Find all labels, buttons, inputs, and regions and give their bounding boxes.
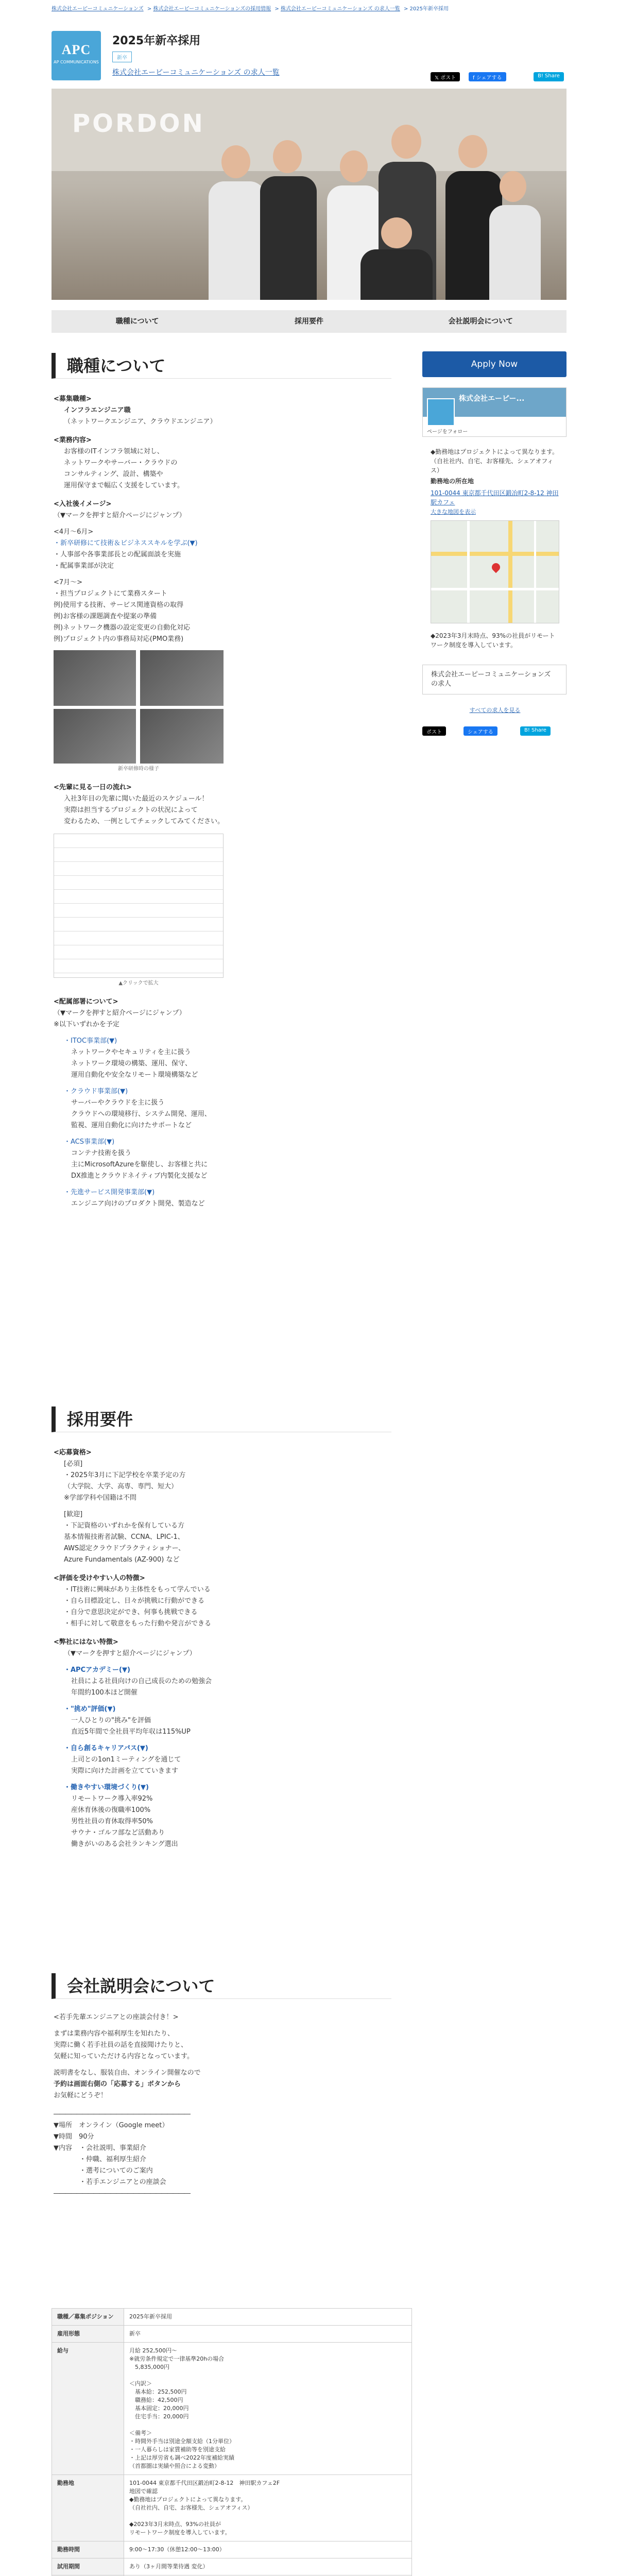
apr-line: ・配属事業部が決定 bbox=[54, 562, 114, 570]
row-key: 試用期間 bbox=[52, 2558, 124, 2575]
dept-desc: ネットワークやセキュリティを主に扱う bbox=[71, 1048, 191, 1056]
note-line: ◆勤務地はプロジェクトによって異なります。 bbox=[431, 448, 559, 455]
share-x-button[interactable]: ポスト bbox=[422, 726, 446, 736]
content-line: お客様のITインフラ領域に対し、 bbox=[64, 448, 164, 455]
facebook-page-icon bbox=[427, 398, 455, 426]
all-jobs-link[interactable]: すべての求人を見る bbox=[469, 707, 521, 714]
seminar-line: 予約は画面右側の「応募する」ボタンから bbox=[54, 2080, 181, 2088]
row-key: 給与 bbox=[52, 2343, 124, 2475]
seminar-line: お気軽にどうぞ！ bbox=[54, 2092, 108, 2099]
feature-desc: 社員による社員向けの自己成長のための勉強会 bbox=[71, 1677, 212, 1685]
feature-desc: 直近5年間で全社員平均年収は115%UP bbox=[71, 1728, 191, 1736]
share-hatena-label: B! Share bbox=[538, 73, 560, 79]
row-value: あり（3ヶ月間等業待遇 変化） bbox=[124, 2558, 412, 2575]
apply-button[interactable]: Apply Now bbox=[422, 351, 566, 377]
breadcrumb-link[interactable]: 株式会社エーピーコミュニケーションズ bbox=[52, 6, 144, 12]
remote-note bbox=[431, 631, 559, 650]
row-value: 9:00〜17:30（休憩12:00〜13:00） bbox=[124, 2541, 412, 2558]
apply-label: <応募資格> bbox=[54, 1449, 92, 1456]
facebook-page-name[interactable]: 株式会社エーピー... bbox=[459, 395, 525, 403]
section-heading-seminar: 会社説明会について bbox=[52, 1973, 391, 1999]
seminar-time: ▼時間 90分 bbox=[54, 2133, 94, 2141]
jul-line: 例)使用する技術、サービス関連資格の取得 bbox=[54, 601, 184, 609]
feature-name[interactable]: ・働きやすい環境づくり(▼) bbox=[64, 1784, 149, 1791]
dept-name[interactable]: ・先進サービス開発事業部(▼) bbox=[64, 1189, 155, 1196]
seminar-content-list bbox=[72, 2143, 166, 2188]
row-value: 2025年新卒採用 bbox=[124, 2309, 412, 2326]
feature-desc: 実際に向けた計画を立てていきます bbox=[71, 1767, 179, 1775]
row-key: 勤務時間 bbox=[52, 2541, 124, 2558]
company-jobs-box[interactable]: 株式会社エーピーコミュニケーションズ の求人 bbox=[422, 665, 566, 694]
role-name: インフラエンジニア職 bbox=[64, 406, 131, 414]
eval-line: ・IT技術に興味があり主体性をもって学んでいる bbox=[64, 1586, 211, 1594]
dept-desc: 運用自動化や安全なリモート環境構築など bbox=[71, 1071, 198, 1079]
seminar-line: まずは業務内容や福利厚生を知れたり、 bbox=[54, 2030, 175, 2038]
seminar-section bbox=[54, 2012, 393, 2199]
person-head bbox=[391, 125, 421, 159]
facebook-widget bbox=[422, 387, 566, 437]
company-logo[interactable] bbox=[52, 31, 101, 80]
dept-label: <配属部署について> bbox=[54, 998, 118, 1006]
table-row bbox=[52, 2475, 412, 2541]
map-road bbox=[431, 552, 559, 556]
apr-line[interactable]: ・新卒研修にて技術＆ビジネススキルを学ぶ(▼) bbox=[54, 539, 198, 547]
page-title: 2025年新卒採用 bbox=[112, 35, 201, 47]
facebook-follow-button[interactable]: ページをフォロー bbox=[427, 429, 468, 435]
seminar-content bbox=[54, 2143, 393, 2188]
eval-label: <評価を受けやすい人の特徴> bbox=[54, 1574, 145, 1582]
feature-desc: 年間約100本ほど開催 bbox=[71, 1689, 138, 1697]
content-line: 運用保守まで幅広く支援をしています。 bbox=[64, 482, 184, 489]
person-body bbox=[260, 176, 317, 300]
x-icon: 𝕏 bbox=[435, 75, 441, 81]
page-tabs bbox=[52, 310, 566, 333]
jul-line: ・担当プロジェクトにて業務スタート bbox=[54, 590, 167, 598]
image-label: <入社後イメージ> bbox=[54, 500, 112, 508]
location-label: 勤務地の所在地 bbox=[431, 478, 474, 485]
dept-desc: コンテナ技術を扱う bbox=[71, 1149, 132, 1157]
dept-desc: 主にMicrosoftAzureを駆使し、お客様と共に bbox=[71, 1161, 208, 1168]
seminar-line: 気軽に知っていただける内容となっています。 bbox=[54, 2053, 194, 2060]
person-head bbox=[273, 140, 302, 173]
dept-desc: エンジニア向けのプロダクト開発、製造など bbox=[71, 1200, 205, 1208]
location-map[interactable] bbox=[431, 520, 559, 623]
must-label: [必須] bbox=[64, 1460, 83, 1468]
schedule-table-image[interactable] bbox=[54, 834, 224, 978]
content-line: ネットワークやサーバー・クラウドの bbox=[64, 459, 178, 467]
person-body bbox=[360, 249, 433, 300]
breadcrumb-current: 2025年新卒採用 bbox=[409, 6, 449, 12]
day-line: 入社3年目の先輩に聞いた最近のスケジュール！ bbox=[64, 795, 209, 803]
share-facebook-label: シェアする bbox=[476, 75, 502, 81]
row-key: 職種／募集ポジション bbox=[52, 2309, 124, 2326]
share-facebook-button[interactable] bbox=[469, 72, 506, 81]
want-line: 基本情報技術者試験、CCNA、LPIC-1、 bbox=[64, 1533, 184, 1541]
person-head bbox=[340, 150, 368, 182]
eval-line: ・相手に対して敬意をもった行動や発言ができる bbox=[64, 1620, 212, 1628]
eval-line: ・自分で意思決定ができ、何事も挑戦できる bbox=[64, 1608, 198, 1616]
feature-desc: リモートワーク導入率92% bbox=[71, 1795, 153, 1803]
jul-line: 例)ネットワーク機器の設定変更の自動化対応 bbox=[54, 624, 191, 632]
photo-caption: 新卒研修時の様子 bbox=[118, 766, 159, 772]
company-jobs-link[interactable]: 株式会社エーピーコミュニケーションズ の求人一覧 bbox=[112, 69, 280, 77]
tab-requirements[interactable]: 採用要件 bbox=[294, 317, 323, 326]
training-photos[interactable] bbox=[54, 650, 224, 764]
training-photo bbox=[140, 709, 224, 764]
person-head bbox=[458, 135, 487, 168]
map-road bbox=[508, 521, 512, 623]
breadcrumb-link[interactable]: 株式会社エーピーコミュニケーションズの採用情報 bbox=[153, 6, 271, 12]
day-line: 実際は担当するプロジェクトの状況によって bbox=[64, 806, 198, 814]
feature-name[interactable]: ・"挑め"評価(▼) bbox=[64, 1705, 116, 1713]
divider: ―――――――――――――――――――――――― bbox=[54, 2110, 190, 2118]
role-label: <募集職種> bbox=[54, 395, 92, 403]
table-row bbox=[52, 2343, 412, 2475]
note-line: ◆2023年3月末時点、93%の社員がリモートワーク制度を導入しています。 bbox=[431, 632, 555, 649]
breadcrumb-link[interactable]: 株式会社エーピーコミュニケーションズ の求人一覧 bbox=[280, 6, 400, 12]
map-road bbox=[467, 521, 470, 623]
feature-desc: 産休育休後の復職率100% bbox=[71, 1806, 151, 1814]
eval-line: ・自ら目標設定し、日々が挑戦に行動ができる bbox=[64, 1597, 205, 1605]
dept-name[interactable]: ・ACS事業部(▼) bbox=[64, 1138, 115, 1146]
map-road bbox=[534, 521, 536, 623]
row-value: 101-0044 東京都千代田区鍛冶町2-8-12 神田駅カフェ2F 地図で確認 ◆勤務地はプロジェクトによって異なります。 （自社社内、自宅、お客様先、シェアオフィス） ◆2023年3月末時点、93%の社員が リモートワーク制度を導入しています。 bbox=[124, 2475, 412, 2541]
row-key: 勤務地 bbox=[52, 2475, 124, 2541]
person-head bbox=[221, 145, 250, 178]
share-facebook-button[interactable]: シェアする bbox=[464, 726, 497, 736]
seminar-content-label: ▼内容 bbox=[54, 2144, 72, 2152]
requirements-section bbox=[54, 1440, 393, 1850]
job-section bbox=[54, 386, 393, 1210]
table-row bbox=[52, 2558, 412, 2575]
share-hatena-button[interactable]: B! Share bbox=[520, 726, 551, 736]
day-line: 変わるため、一例としてチェックしてみてください。 bbox=[64, 818, 225, 825]
dept-desc: 監視、運用自動化に向けたサポートなど bbox=[71, 1122, 192, 1129]
dept-desc: クラウドへの環境移行、システム開発、運用、 bbox=[71, 1110, 211, 1118]
training-photo bbox=[140, 650, 224, 706]
hero-photo bbox=[52, 89, 566, 300]
jump-note: （▼マークを押すと紹介ページにジャンプ） bbox=[54, 1009, 186, 1017]
jump-note: （▼マークを押すと紹介ページにジャンプ） bbox=[64, 1650, 196, 1657]
feature-name[interactable]: ・自ら創るキャリアパス(▼) bbox=[64, 1744, 148, 1752]
share-x-label: ポスト bbox=[440, 75, 456, 81]
employment-tag: 新卒 bbox=[112, 52, 132, 62]
logo-text: APC bbox=[61, 42, 91, 57]
apr-label: <4月〜6月> bbox=[54, 528, 94, 536]
table-row bbox=[52, 2326, 412, 2343]
dept-desc: サーバーやクラウドを主に扱う bbox=[71, 1099, 165, 1107]
row-value: 月給 252,500円〜 ※就労条件規定で一律基準20hの場合 5,835,000円 ＜内訳＞ 基本給：252,500円 職務給：42,500円 基本固定：20,000円 住宅手当：20,000円 ＜備考＞ ・時間外手当は別途全額支給（1分単位） ・一人暮らしは家賃補助等を別途支給 ・上記は厚労省も調べ2022年度補給実績 （首都圏は実績や照合による変動） bbox=[124, 2343, 412, 2475]
seminar-content-item: ・会社説明、事業紹介 bbox=[79, 2144, 147, 2152]
person-head bbox=[500, 171, 526, 202]
person-head bbox=[381, 217, 412, 248]
training-photo bbox=[54, 709, 136, 764]
want-line: ・下記資格のいずれかを保有している方 bbox=[64, 1522, 185, 1530]
dept-note: ※以下いずれかを予定 bbox=[54, 1021, 119, 1028]
seminar-place: ▼場所 オンライン（Google meet） bbox=[54, 2122, 169, 2129]
tab-seminar[interactable]: 会社説明会について bbox=[448, 317, 513, 326]
content-label: <業務内容> bbox=[54, 436, 92, 444]
facebook-icon: f bbox=[473, 75, 476, 81]
jul-line: 例)プロジェクト内の事務局対応(PMO業務) bbox=[54, 635, 184, 643]
role-sub: （ネットワークエンジニア、クラウドエンジニア） bbox=[64, 418, 217, 426]
dept-desc: ネットワーク環境の構築、運用、保守、 bbox=[71, 1060, 192, 1067]
hero-sign: PORDON bbox=[72, 109, 205, 138]
map-pin-icon bbox=[490, 562, 502, 573]
section-heading-requirements: 採用要件 bbox=[52, 1406, 391, 1432]
jump-note: （▼マークを押すと紹介ページにジャンプ） bbox=[54, 512, 186, 519]
seminar-intro-label: <若手先輩エンジニアとの座談会付き！> bbox=[54, 2013, 179, 2021]
seminar-content-item: ・若手エンジニアとの座談会 bbox=[79, 2178, 166, 2186]
seminar-content-item: ・仲職、福利厚生紹介 bbox=[79, 2156, 147, 2163]
must-line: ・2025年3月に下記学校を卒業予定の方 bbox=[64, 1471, 186, 1479]
address-link[interactable]: 101-0044 東京都千代田区鍛冶町2-8-12 神田駅カフェ bbox=[431, 489, 559, 506]
map-road bbox=[431, 588, 559, 590]
table-caption: ▲クリックで拡大 bbox=[118, 980, 159, 986]
person-body bbox=[209, 181, 265, 300]
must-line: ※学部学科や国籍は不問 bbox=[64, 1494, 136, 1502]
jul-label: <7月〜> bbox=[54, 579, 83, 586]
logo-subtext: AP COMMUNICATIONS bbox=[54, 60, 99, 64]
share-hatena-button[interactable] bbox=[534, 72, 564, 81]
seminar-line: 説明書をなし、服装自由、オンライン開催なので bbox=[54, 2069, 201, 2077]
row-key: 雇用形態 bbox=[52, 2326, 124, 2343]
dept-desc: DX推進とクラウドネイティブ内製化支援など bbox=[71, 1172, 208, 1180]
tab-job[interactable]: 職種について bbox=[115, 317, 159, 326]
dept-name[interactable]: ・ITOC事業部(▼) bbox=[64, 1037, 117, 1045]
want-line: Azure Fundamentals (AZ-900) など bbox=[64, 1556, 180, 1564]
feature-desc: サウナ・ゴルフ部など活動あり bbox=[71, 1829, 165, 1837]
seminar-line: 実際に働く若手社員の話を直接聞けたりと、 bbox=[54, 2041, 188, 2049]
row-value: 新卒 bbox=[124, 2326, 412, 2343]
breadcrumb: 株式会社エーピーコミュニケーションズ > 株式会社エーピーコミュニケーションズの採用情報 > 株式会社エーピーコミュニケーションズ の求人一覧 > 2025年新卒採用 bbox=[52, 6, 449, 12]
training-photo bbox=[54, 650, 136, 706]
map-link[interactable]: 大きな地図を表示 bbox=[431, 509, 476, 515]
must-line: （大学院、大学、高専、専門、短大） bbox=[64, 1483, 178, 1490]
seminar-content-item: ・選考についてのご案内 bbox=[79, 2167, 153, 2175]
content-line: コンサルティング、設計、構築や bbox=[64, 470, 163, 478]
divider: ―――――――――――――――――――――――― bbox=[54, 2190, 190, 2197]
feature-desc: 男性社員の育休取得率50% bbox=[71, 1818, 153, 1825]
feature-name[interactable]: ・APCアカデミー(▼) bbox=[64, 1666, 130, 1674]
job-info-table bbox=[52, 2308, 412, 2576]
feature-desc: 上司との1on1ミーティングを通じて bbox=[71, 1756, 181, 1764]
note-line: （自社社内、自宅、お客様先、シェアオフィス） bbox=[431, 457, 554, 474]
want-label: [歓迎] bbox=[64, 1511, 83, 1518]
dept-name[interactable]: ・クラウド事業部(▼) bbox=[64, 1088, 128, 1095]
share-x-button[interactable] bbox=[431, 72, 460, 81]
person-body bbox=[489, 205, 541, 300]
apr-line: ・人事部や各事業部長との配属面談を実施 bbox=[54, 551, 181, 558]
feature-desc: 一人ひとりの"挑み"を評価 bbox=[71, 1717, 151, 1724]
workplace-note bbox=[431, 447, 559, 475]
jul-line: 例)お客様の課題調査や提案の準備 bbox=[54, 613, 157, 620]
want-line: AWS認定クラウドプラクティショナー、 bbox=[64, 1545, 185, 1552]
feature-label: <弊社にはない特徴> bbox=[54, 1638, 118, 1646]
feature-desc: 働きがいのある会社ランキング選出 bbox=[71, 1840, 178, 1848]
section-heading-job: 職種について bbox=[52, 353, 391, 379]
day-label: <先輩に見る一日の流れ> bbox=[54, 784, 132, 791]
table-row bbox=[52, 2309, 412, 2326]
table-row bbox=[52, 2541, 412, 2558]
